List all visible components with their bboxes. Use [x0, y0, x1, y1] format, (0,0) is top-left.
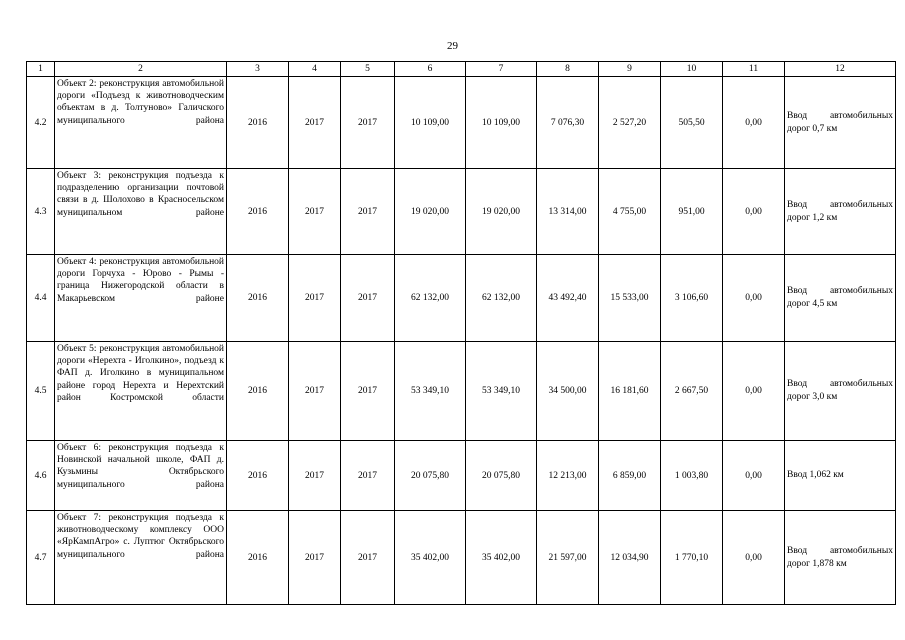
column-header: 9: [599, 62, 661, 77]
cell-col7: 19 020,00: [466, 169, 537, 255]
cell-col3: 2016: [227, 255, 289, 342]
cell-col6: 19 020,00: [395, 169, 466, 255]
cell-col7: 20 075,80: [466, 441, 537, 511]
object-description: Объект 6: реконструкция подъезда к Новинской начальной школе, ФАП д. Кузьмины Октябрьского муниципального района: [55, 441, 227, 511]
cell-col7: 35 402,00: [466, 511, 537, 605]
column-header: 5: [341, 62, 395, 77]
cell-col3: 2016: [227, 441, 289, 511]
cell-col4: 2017: [289, 511, 341, 605]
cell-col10: 951,00: [661, 169, 723, 255]
row-number: 4.4: [27, 255, 55, 342]
program-table: [26, 61, 896, 605]
column-header: 12: [785, 62, 896, 77]
cell-col7: 10 109,00: [466, 77, 537, 169]
cell-col5: 2017: [341, 77, 395, 169]
result-cell: Ввод автомобильных дорог 1,878 км: [785, 511, 896, 605]
row-number: 4.3: [27, 169, 55, 255]
cell-col7: 53 349,10: [466, 342, 537, 441]
cell-col4: 2017: [289, 169, 341, 255]
cell-col11: 0,00: [723, 511, 785, 605]
row-number: 4.2: [27, 77, 55, 169]
object-description: Объект 5: реконструкция автомобильной дороги «Нерехта - Иголкино», подъезд к ФАП д. Иголкино в муниципальном районе город Нерехта и Нерехтский район Костромской области: [55, 342, 227, 441]
column-header: 4: [289, 62, 341, 77]
cell-col9: 12 034,90: [599, 511, 661, 605]
object-description: Объект 4: реконструкция автомобильной дороги Горчуха - Юрово - Рымы - граница Нижегородской области в Макарьевском районе: [55, 255, 227, 342]
cell-col5: 2017: [341, 511, 395, 605]
cell-col9: 4 755,00: [599, 169, 661, 255]
row-number: 4.6: [27, 441, 55, 511]
cell-col4: 2017: [289, 77, 341, 169]
cell-col3: 2016: [227, 342, 289, 441]
column-header: 7: [466, 62, 537, 77]
cell-col8: 13 314,00: [537, 169, 599, 255]
result-cell: Ввод автомобильных дорог 3,0 км: [785, 342, 896, 441]
result-cell: Ввод автомобильных дорог 0,7 км: [785, 77, 896, 169]
table-row: [27, 342, 896, 441]
cell-col10: 1 003,80: [661, 441, 723, 511]
cell-col8: 43 492,40: [537, 255, 599, 342]
cell-col11: 0,00: [723, 441, 785, 511]
cell-col5: 2017: [341, 255, 395, 342]
table-row: [27, 441, 896, 511]
cell-col4: 2017: [289, 441, 341, 511]
cell-col10: 3 106,60: [661, 255, 723, 342]
cell-col4: 2017: [289, 342, 341, 441]
cell-col10: 2 667,50: [661, 342, 723, 441]
cell-col8: 21 597,00: [537, 511, 599, 605]
cell-col11: 0,00: [723, 255, 785, 342]
cell-col6: 10 109,00: [395, 77, 466, 169]
cell-col10: 1 770,10: [661, 511, 723, 605]
result-cell: Ввод 1,062 км: [785, 441, 896, 511]
column-header: 3: [227, 62, 289, 77]
cell-col5: 2017: [341, 441, 395, 511]
table-row: [27, 255, 896, 342]
column-header: 8: [537, 62, 599, 77]
object-description: Объект 3: реконструкция подъезда к подразделению организации почтовой связи в д. Шолохово в Красносельском муниципальном районе: [55, 169, 227, 255]
column-header: 2: [55, 62, 227, 77]
object-description: Объект 7: реконструкция подъезда к животноводческому комплексу ООО «ЯрКампАгро» с. Луптюг Октябрьского муниципального района: [55, 511, 227, 605]
cell-col3: 2016: [227, 169, 289, 255]
cell-col6: 35 402,00: [395, 511, 466, 605]
cell-col9: 2 527,20: [599, 77, 661, 169]
cell-col11: 0,00: [723, 169, 785, 255]
cell-col7: 62 132,00: [466, 255, 537, 342]
result-cell: Ввод автомобильных дорог 1,2 км: [785, 169, 896, 255]
cell-col8: 7 076,30: [537, 77, 599, 169]
cell-col3: 2016: [227, 77, 289, 169]
table-row: [27, 511, 896, 605]
cell-col11: 0,00: [723, 342, 785, 441]
cell-col6: 20 075,80: [395, 441, 466, 511]
cell-col9: 15 533,00: [599, 255, 661, 342]
column-header: 10: [661, 62, 723, 77]
cell-col8: 12 213,00: [537, 441, 599, 511]
column-header: 11: [723, 62, 785, 77]
page-number: 29: [447, 40, 458, 52]
cell-col6: 62 132,00: [395, 255, 466, 342]
cell-col4: 2017: [289, 255, 341, 342]
table-row: [27, 77, 896, 169]
header-row: [27, 62, 896, 77]
cell-col5: 2017: [341, 169, 395, 255]
result-cell: Ввод автомобильных дорог 4,5 км: [785, 255, 896, 342]
cell-col9: 6 859,00: [599, 441, 661, 511]
table-row: [27, 169, 896, 255]
column-header: 6: [395, 62, 466, 77]
cell-col11: 0,00: [723, 77, 785, 169]
row-number: 4.7: [27, 511, 55, 605]
column-header: 1: [27, 62, 55, 77]
cell-col6: 53 349,10: [395, 342, 466, 441]
row-number: 4.5: [27, 342, 55, 441]
cell-col5: 2017: [341, 342, 395, 441]
object-description: Объект 2: реконструкция автомобильной дороги «Подъезд к животноводческим объектам в д. Толтуново» Галичского муниципального района: [55, 77, 227, 169]
cell-col9: 16 181,60: [599, 342, 661, 441]
cell-col10: 505,50: [661, 77, 723, 169]
cell-col3: 2016: [227, 511, 289, 605]
cell-col8: 34 500,00: [537, 342, 599, 441]
